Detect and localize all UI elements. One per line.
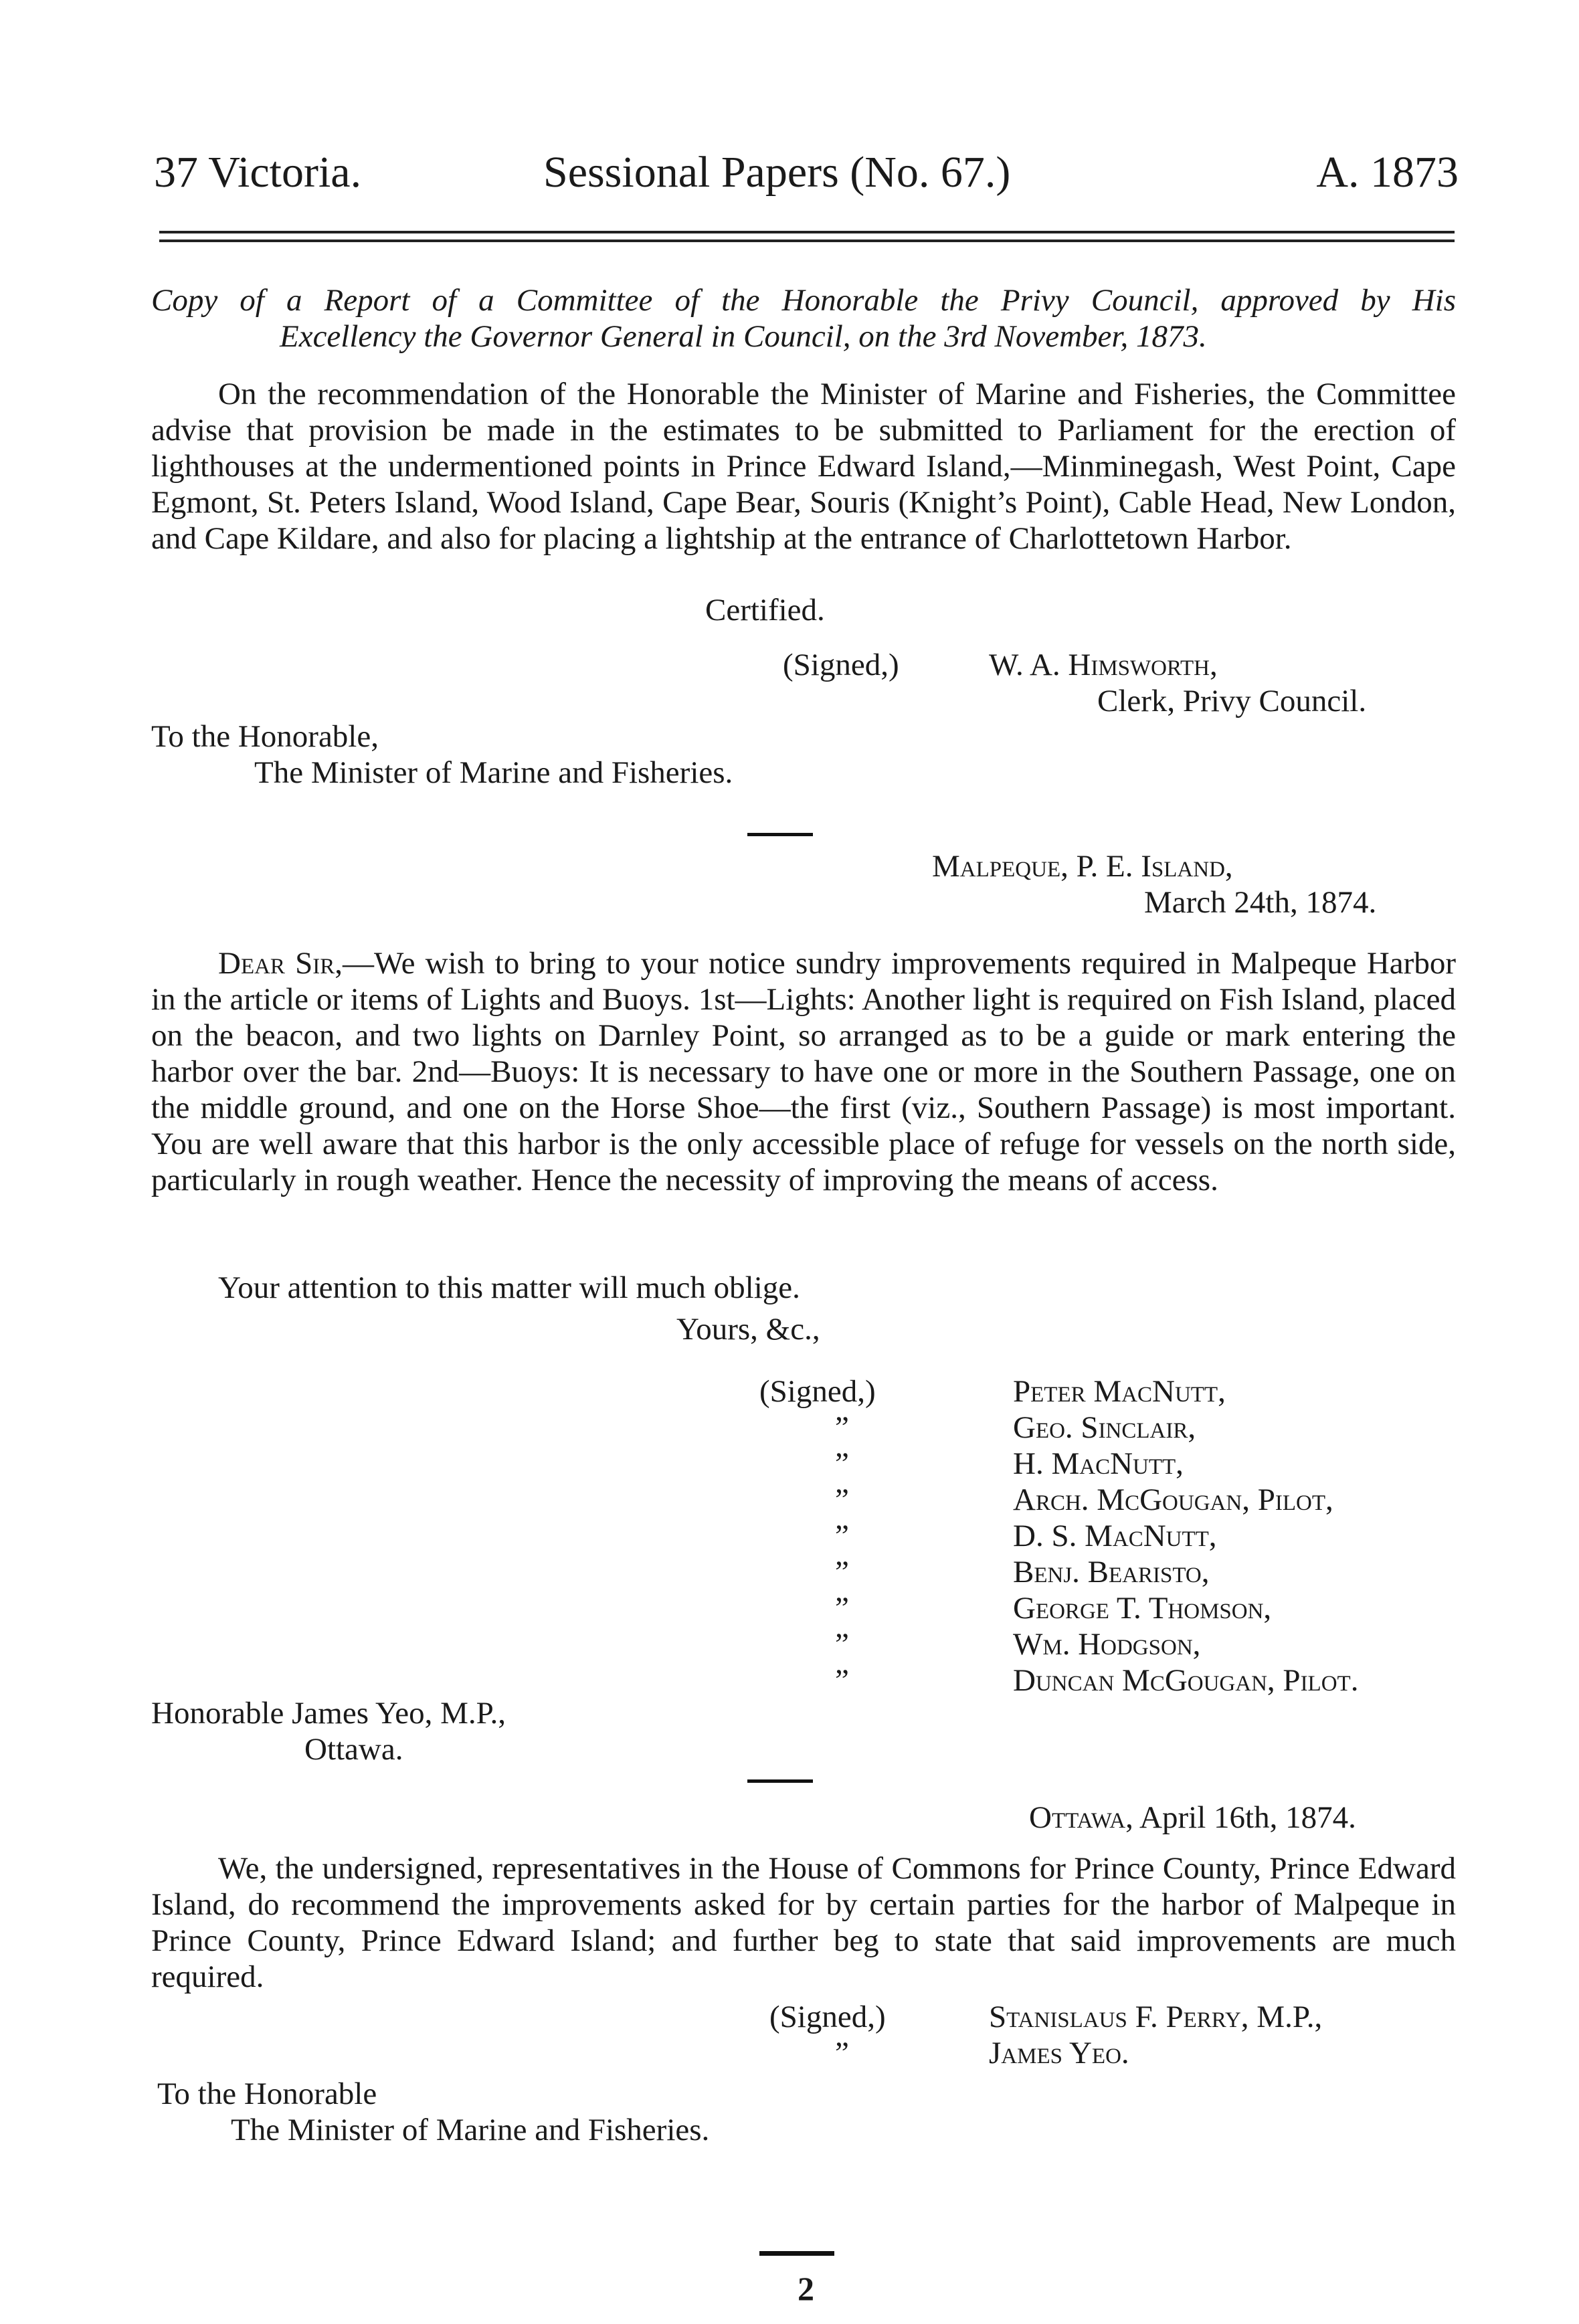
header-year: A. 1873 — [1316, 148, 1459, 197]
letter1-addressee-line1: Honorable James Yeo, M.P., — [151, 1696, 506, 1731]
report-signatory-title: Clerk, Privy Council. — [1097, 684, 1367, 718]
ditto-mark: ” — [835, 1591, 849, 1626]
letter2-place: Ottawa, — [1029, 1800, 1133, 1835]
letter1-salutation: Dear Sir, — [218, 946, 343, 981]
letter1-addressee-line2: Ottawa. — [304, 1732, 403, 1767]
letter2-date: April 16th, 1874. — [1139, 1800, 1356, 1835]
letter2-signatory1: Stanislaus F. Perry, M.P., — [989, 2000, 1323, 2034]
letter1-closing-line: Your attention to this matter will much oblige. — [218, 1270, 800, 1305]
signatory: Peter MacNutt, — [1013, 1374, 1226, 1409]
letter2-dateline — [1029, 1800, 1356, 1836]
letter2-address-line1: To the Honorable — [157, 2076, 377, 2111]
letter2-signed: (Signed,) — [769, 2000, 886, 2034]
letter1-body-text: —We wish to bring to your notice sundry improvements required in Malpeque Harbor in the article or items of Lights and Buoys. 1st—Lights: Another light is required on Fish Island, placed on the beacon, and two lights on Darnley Point, so arranged as to be a guide or mark entering the harbor over the bar. 2nd—Buoys: It is necessary to have one or more in the Southern Passage, one on the middle ground, and one on the Horse Shoe—the first (viz., Southern Passage) is most important. You are well aware that this harbor is the only accessible place of refuge for vessels on the north side, particularly in rough weather. Hence the necessity of improving the means of access. — [151, 946, 1456, 1197]
ditto-mark: ” — [835, 1519, 849, 1553]
signatory: Duncan McGougan, Pilot. — [1013, 1663, 1359, 1698]
section-divider — [747, 833, 813, 836]
letter1-body — [151, 945, 1456, 1198]
signatory: D. S. MacNutt, — [1013, 1519, 1217, 1553]
header-title: Sessional Papers (No. 67.) — [543, 148, 1011, 197]
letter1-signed: (Signed,) — [759, 1374, 876, 1409]
letter1-date: March 24th, 1874. — [1144, 885, 1377, 920]
signatory: Wm. Hodgson, — [1013, 1627, 1201, 1662]
ditto-mark: ” — [835, 1446, 849, 1481]
signatory: H. MacNutt, — [1013, 1446, 1184, 1481]
signatory: Geo. Sinclair, — [1013, 1410, 1196, 1445]
page-number: 2 — [798, 2270, 814, 2307]
report-body: On the recommendation of the Honorable the Minister of Marine and Fisheries, the Committee advise that provision be made in the estimates to be submitted to Parliament for the erection of lighthouses at the undermentioned points in Prince Edward Island,—Minminegash, West Point, Cape Egmont, St. Peters Island, Wood Island, Cape Bear, Souris (Knight’s Point), Cable Head, New London, and Cape Kildare, and also for placing a lightship at the entrance of Charlottetown Harbor. — [151, 377, 1456, 556]
header-rule-bottom — [159, 239, 1455, 242]
report-address-line2: The Minister of Marine and Fisheries. — [254, 755, 733, 790]
report-certified: Certified. — [705, 593, 825, 627]
report-address-line1: To the Honorable, — [151, 719, 379, 754]
letter1-place: Malpeque, P. E. Island, — [932, 849, 1233, 884]
letter2-address-line2: The Minister of Marine and Fisheries. — [231, 2113, 710, 2147]
letter1-valediction: Yours, &c., — [676, 1312, 820, 1347]
ditto-mark: ” — [835, 1555, 849, 1589]
report-title-line2: Excellency the Governor General in Council, on the 3rd November, 1873. — [280, 319, 1207, 354]
letter1-ditto-marks — [835, 1410, 849, 1699]
signatory: George T. Thomson, — [1013, 1591, 1272, 1626]
report-title-line1: Copy of a Report of a Committee of the Honorable the Privy Council, approved by His — [151, 283, 1456, 318]
letter2-body: We, the undersigned, representatives in the House of Commons for Prince County, Prince Edward Island, do recommend the improvements asked for by certain parties for the harbor of Malpeque in Prince County, Prince Edward Island; and further beg to state that said improvements are much required. — [151, 1851, 1456, 1994]
footer-rule — [759, 2251, 834, 2256]
ditto-mark: ” — [835, 1482, 849, 1517]
letter2-signatory2: James Yeo. — [989, 2036, 1129, 2070]
section-divider — [747, 1779, 813, 1783]
ditto-mark: ” — [835, 2036, 849, 2070]
ditto-mark: ” — [835, 1410, 849, 1445]
ditto-mark: ” — [835, 1627, 849, 1662]
signatory: Benj. Bearisto, — [1013, 1555, 1210, 1589]
header-rule-top — [159, 231, 1455, 233]
report-signed: (Signed,) — [783, 648, 899, 682]
page-header — [154, 147, 1459, 201]
letter1-signatories — [1013, 1373, 1358, 1699]
signatory: Arch. McGougan, Pilot, — [1013, 1482, 1333, 1517]
ditto-mark: ” — [835, 1663, 849, 1698]
header-volume: 37 Victoria. — [154, 148, 362, 197]
report-signatory-name: W. A. Himsworth, — [989, 648, 1218, 682]
